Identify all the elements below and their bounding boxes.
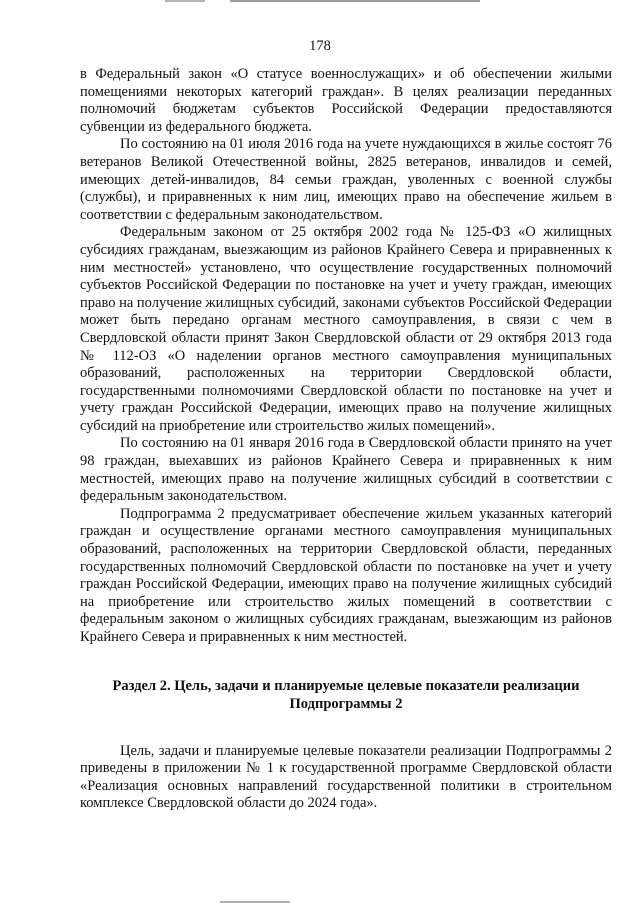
scan-artifact-line xyxy=(165,0,205,2)
scan-artifact-line xyxy=(230,0,480,2)
page-number: 178 xyxy=(309,38,331,54)
paragraph: По состоянию на 01 июля 2016 года на учете нуждающихся в жилье состоят 76 ветеранов Великой Отечественной войны, 2825 ветеранов, инвалидов и семей, имеющих детей-инвалидов, 84 семьи граждан, уволенных с военной службы (службы), и приравненных к ним лиц, имеющих право на обеспечение жильем в соответствии с федеральным законодательством. xyxy=(80,136,612,223)
document-body xyxy=(80,66,612,813)
scan-artifact-line xyxy=(220,901,290,903)
spacer xyxy=(80,713,612,743)
section-paragraph: Цель, задачи и планируемые целевые показатели реализации Подпрограммы 2 приведены в приложении № 1 к государственной программе Свердловской области «Реализация основных направлений государственной политики в строительном комплексе Свердловской области до 2024 года». xyxy=(80,742,612,812)
paragraph: в Федеральный закон «О статусе военнослужащих» и об обеспечении жилыми помещениями некоторых категорий граждан». В целях реализации переданных полномочий бюджетам субъектов Российской Федерации предоставляются субвенции из федерального бюджета. xyxy=(80,66,612,135)
paragraph: По состоянию на 01 января 2016 года в Свердловской области принято на учет 98 граждан, выехавших из районов Крайнего Севера и приравненных к ним местностей, имеющих право на получение жилищных субсидий в соответствии с федеральным законодательством. xyxy=(80,435,612,505)
paragraph: Федеральным законом от 25 октября 2002 года № 125-ФЗ «О жилищных субсидиях гражданам, выезжающим из районов Крайнего Севера и приравненных к ним местностей» установлено, что осуществление государственных полномочий субъектов Российской Федерации по постановке на учет и учету граждан, имеющих право на получение жилищных субсидий, законами субъектов Российской Федерации может быть передано органам местного самоуправления, в связи с чем в Свердловской области принят Закон Свердловской области от 29 октября 2013 года № 112-ОЗ «О наделении органов местного самоуправления муниципальных образований, расположенных на территории Свердловской области, государственными полномочиями Свердловской области по постановке на учет и учету граждан Российской Федерации, имеющих право на получение жилищных субсидий на приобретение или строительство жилых помещений». xyxy=(80,224,612,434)
section-heading xyxy=(80,677,612,713)
paragraph: Подпрограмма 2 предусматривает обеспечение жильем указанных категорий граждан и осуществление органами местного самоуправления муниципальных образований, расположенных на территории Свердловской области, переданных государственных полномочий Свердловской области по постановке на учет и учету граждан Российской Федерации, имеющих право на получение жилищных субсидий на приобретение или строительство жилых помещений в соответствии с федеральным законом о жилищных субсидиях гражданам, выезжающим из районов Крайнего Севера и приравненных к ним местностей. xyxy=(80,505,612,645)
section-heading-line: Раздел 2. Цель, задачи и планируемые целевые показатели реализации xyxy=(112,677,580,694)
section-heading-line: Подпрограммы 2 xyxy=(289,695,403,712)
